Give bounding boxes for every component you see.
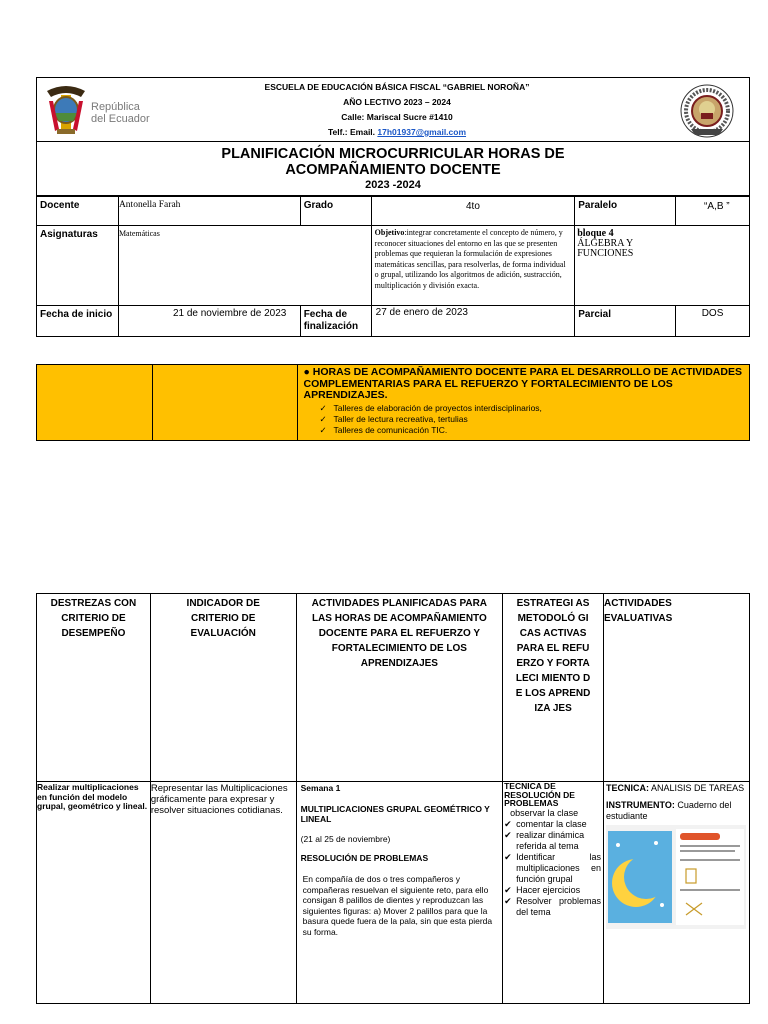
subtema: RESOLUCIÓN DE PROBLEMAS [300, 853, 429, 863]
complementary-activities-table [36, 364, 750, 441]
school-seal-icon [679, 83, 735, 139]
objetivo-text: :integrar concretamente el concepto de número, y reconocer situaciones del entorno en las que se presenten problemas que requieran la formulación de expresiones matemáticas sencillas, para resolverlas, de forma individual o grupal, utilizando los algoritmos de adición, sustracción, multiplicación y división exacta. [374, 228, 566, 290]
logo-line-2: del Ecuador [91, 113, 150, 125]
document-title-block [36, 142, 750, 196]
fechas: (21 al 25 de noviembre) [300, 834, 391, 844]
tecnica-value: ANALISIS DE TAREAS [648, 783, 745, 793]
ecuador-logo [43, 83, 163, 137]
docente-label: Docente [37, 197, 119, 226]
destreza-cell: Realizar multiplicaciones en función del modelo grupal, geométrico y lineal. [37, 782, 151, 1004]
instrumento [606, 800, 748, 822]
inicio-value: 21 de noviembre de 2023 [118, 306, 300, 337]
bloque-cell [575, 226, 750, 306]
inicio-label: Fecha de inicio [37, 306, 119, 337]
contact-label: Telf.: Email. [327, 127, 376, 137]
estrategia-first: observar la clase [510, 807, 579, 818]
header-destrezas: DESTREZAS CON CRITERIO DE DESEMPEÑO [37, 594, 151, 782]
instrumento-label: INSTRUMENTO: [605, 800, 675, 810]
objetivo-label: Objetivo [374, 228, 405, 237]
header-indicador: INDICADOR DE CRITERIO DE EVALUACIÓN [150, 594, 296, 782]
school-year: AÑO LECTIVO 2023 – 2024 [343, 97, 451, 107]
parcial-value: DOS [676, 306, 750, 337]
tecnica-resolucion: TECNICA DE RESOLUCIÓN DE PROBLEMAS [504, 781, 575, 808]
empty-cell-1 [37, 365, 153, 441]
header-estrategias: ESTRATEGI AS METODOLÓ GICAS ACTIVAS PARA EL REFUERZO Y FORTALECI MIENTO DE LOS APRENDIZA JES [503, 594, 604, 782]
plan-table [36, 593, 750, 1004]
info-table [36, 196, 750, 337]
estrategia-item: ✔ realizar dinámica referida al tema [504, 830, 601, 852]
school-name: ESCUELA DE EDUCACIÓN BÁSICA FISCAL “GABRIEL NOROÑA” [264, 82, 530, 92]
fin-value: 27 de enero de 2023 [371, 306, 575, 337]
activities-list [302, 403, 745, 436]
activity-item: ✓ Talleres de elaboración de proyectos interdisciplinarios, [320, 403, 745, 414]
semana: Semana 1 [300, 783, 341, 793]
textbook-page-image [606, 825, 746, 929]
school-header [36, 77, 750, 142]
email-link[interactable]: 17h01937@gmail.com [377, 127, 467, 137]
empty-cell-2 [152, 365, 297, 441]
estrategia-cell [503, 782, 604, 1004]
docente-value: Antonella Farah [118, 197, 300, 226]
coat-of-arms-icon [43, 83, 89, 137]
title-line-1: PLANIFICACIÓN MICROCURRICULAR HORAS DE [221, 146, 565, 162]
grado-label: Grado [300, 197, 371, 226]
activities-cell [297, 365, 749, 441]
estrategia-list [504, 819, 601, 918]
bloque-label: bloque 4 [577, 228, 614, 239]
instrumento-value: Cuaderno del estudiante [605, 800, 732, 821]
tema: MULTIPLICACIONES GRUPAL GEOMÉTRICO Y LINEAL [300, 804, 490, 824]
school-street: Calle: Mariscal Sucre #1410 [341, 112, 453, 122]
activity-item: ✓ Taller de lectura recreativa, tertulias [320, 414, 745, 425]
tecnica-label: TECNICA: [605, 783, 649, 793]
paralelo-label: Paralelo [575, 197, 676, 226]
descripcion: En compañía de dos o tres compañeros y compañeras resuelvan el siguiente reto, para ello consigan 8 palillos de dientes y reproduzcan las siguientes figuras: a) Mover 2 palillos para que la basura quede fuera de la pala, sin que esta pierda su forma. [302, 874, 493, 937]
header-evaluativas: ACTIVIDADES EVALUATIVAS [603, 594, 749, 782]
evaluativa-cell [603, 782, 749, 1004]
actividad-cell [296, 782, 503, 1004]
parcial-label: Parcial [575, 306, 676, 337]
estrategia-item: ✔ Identificar las multiplicaciones en función grupal [504, 852, 601, 885]
objetivo-cell [371, 226, 575, 306]
grado-value: 4to [371, 197, 575, 226]
estrategia-item: ✔ comentar la clase [504, 819, 601, 830]
activity-item: ✓ Talleres de comunicación TIC. [320, 425, 745, 436]
asignaturas-value: Matemáticas [118, 226, 371, 306]
tecnica [606, 783, 748, 793]
logo-line-1: República [91, 101, 140, 113]
school-contact [207, 125, 587, 140]
header-actividades: ACTIVIDADES PLANIFICADAS PARA LAS HORAS DE ACOMPAÑAMIENTO DOCENTE PARA EL REFUERZO Y FORTALECIMIENTO DE LOS APRENDIZAJES [296, 594, 503, 782]
bloque-name: ÁLGEBRA Y FUNCIONES [577, 238, 634, 259]
paralelo-value: “A,B ” [676, 197, 750, 226]
fin-label: Fecha de finalización [300, 306, 371, 337]
estrategia-item: ✔ Hacer ejercicios [504, 885, 601, 896]
title-line-2: ACOMPAÑAMIENTO DOCENTE [285, 162, 501, 178]
indicador-cell: Representar las Multiplicaciones gráficamente para expresar y resolver situaciones cotidianas. [150, 782, 296, 1004]
activities-heading: ● HORAS DE ACOMPAÑAMIENTO DOCENTE PARA EL DESARROLLO DE ACTIVIDADES COMPLEMENTARIAS PARA EL REFUERZO Y FORTALECIMIENTO DE LOS APRENDIZAJES. [303, 366, 742, 401]
asignaturas-label: Asignaturas [37, 226, 119, 306]
estrategia-item: ✔ Resolver problemas del tema [504, 896, 601, 918]
title-period: 2023 -2024 [365, 179, 421, 191]
